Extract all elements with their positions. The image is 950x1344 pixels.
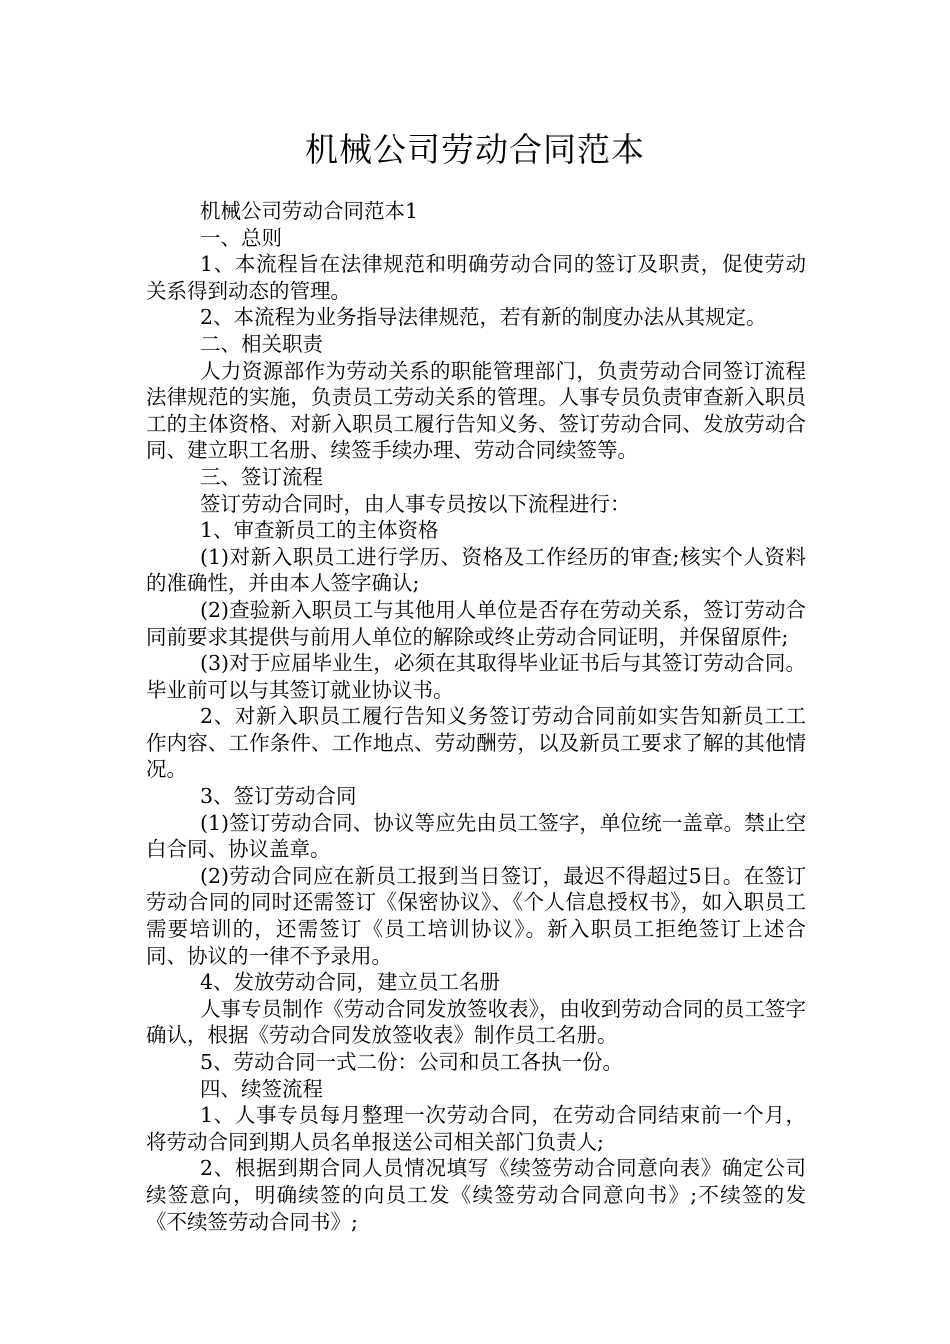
subheading: 3、签订劳动合同 xyxy=(200,784,357,809)
list-item: (2)劳动合同应在新员工报到当日签订，最迟不得超过5日。在签订劳动合同的同时还需签订《保密协议》、《个人信息授权书》，如入职员工需要培训的，还需签订《员工培训协议》。新入职员工拒绝签订上述合同、协议的一律不予录用。 xyxy=(146,863,806,968)
paragraph: 5、劳动合同一式二份：公司和员工各执一份。 xyxy=(200,1050,624,1074)
paragraph: 1、本流程旨在法律规范和明确劳动合同的签订及职责，促使劳动关系得到动态的管理。 xyxy=(146,252,806,303)
paragraph: 2、根据到期合同人员情况填写《续签劳动合同意向表》确定公司续签意向，明确续签的向员工发《续签劳动合同意向书》;不续签的发《不续签劳动合同书》; xyxy=(146,1156,806,1234)
paragraph: 人事专员制作《劳动合同发放签收表》，由收到劳动合同的员工签字确认，根据《劳动合同发放签收表》制作员工名册。 xyxy=(146,996,806,1048)
paragraph: 1、人事专员每月整理一次劳动合同，在劳动合同结束前一个月，将劳动合同到期人员名单报送公司相关部门负责人; xyxy=(146,1103,806,1154)
list-item: (3)对于应届毕业生，必须在其取得毕业证书后与其签订劳动合同。毕业前可以与其签订就业协议书。 xyxy=(146,651,806,702)
heading-duties: 二、相关职责 xyxy=(200,331,323,356)
list-item: (1)签订劳动合同、协议等应先由员工签字，单位统一盖章。禁止空白合同、协议盖章。 xyxy=(146,810,806,862)
document-title: 机械公司劳动合同范本 xyxy=(305,130,645,169)
subheading: 4、发放劳动合同，建立员工名册 xyxy=(200,970,501,995)
heading-renewal-process: 四、续签流程 xyxy=(200,1076,323,1101)
heading-general: 一、总则 xyxy=(200,225,282,250)
subheading: 1、审查新员工的主体资格 xyxy=(200,518,439,543)
paragraph: 2、对新入职员工履行告知义务签订劳动合同前如实告知新员工工作内容、工作条件、工作地点、劳动酬劳，以及新员工要求了解的其他情况。 xyxy=(146,704,806,782)
list-item: (1)对新入职员工进行学历、资格及工作经历的审查;核实个人资料的准确性，并由本人签字确认; xyxy=(146,544,806,596)
section-subtitle: 机械公司劳动合同范本1 xyxy=(200,199,419,223)
document-body xyxy=(146,198,806,1235)
paragraph: 签订劳动合同时，由人事专员按以下流程进行： xyxy=(200,491,631,516)
paragraph: 人力资源部作为劳动关系的职能管理部门，负责劳动合同签订流程法律规范的实施，负责员工劳动关系的管理。人事专员负责审查新入职员工的主体资格、对新入职员工履行告知义务、签订劳动合同、发放劳动合同、建立职工名册、续签手续办理、劳动合同续签等。 xyxy=(146,358,806,463)
paragraph: 2、本流程为业务指导法律规范，若有新的制度办法从其规定。 xyxy=(200,305,767,330)
list-item: (2)查验新入职员工与其他用人单位是否存在劳动关系，签订劳动合同前要求其提供与前用人单位的解除或终止劳动合同证明，并保留原件; xyxy=(146,597,806,649)
heading-signing-process: 三、签订流程 xyxy=(200,464,323,489)
